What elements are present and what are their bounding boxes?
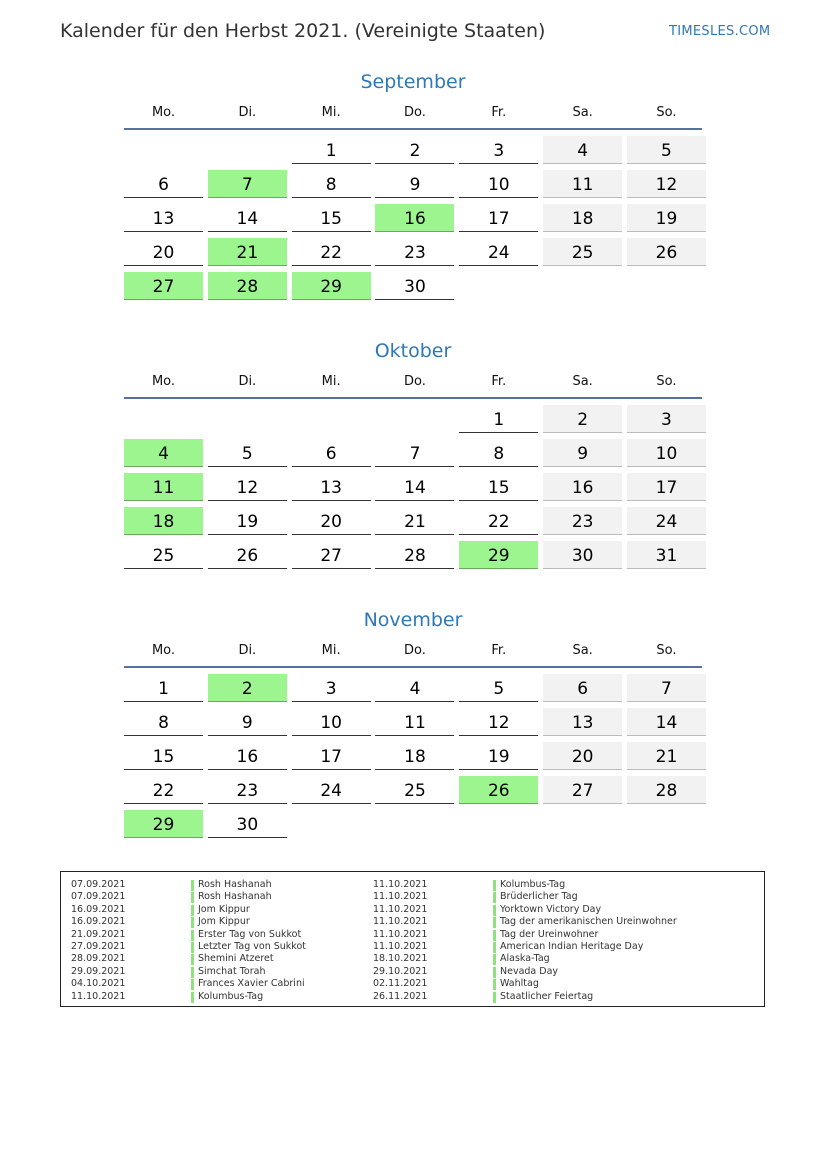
legend-holiday-name: Letzter Tag von Sukkot xyxy=(198,940,307,952)
legend-date: 29.10.2021 xyxy=(373,965,428,977)
legend-marker xyxy=(493,942,496,953)
day-cell: 24 xyxy=(459,238,538,266)
empty-cell xyxy=(208,405,287,433)
legend-holiday-name: Kolumbus-Tag xyxy=(500,879,566,890)
day-cell: 1 xyxy=(459,405,538,433)
legend-marker xyxy=(191,880,194,891)
day-cell: 10 xyxy=(627,439,706,467)
day-cell: 19 xyxy=(208,507,287,535)
legend-date: 11.10.2021 xyxy=(373,916,428,928)
legend-marker xyxy=(191,905,194,916)
day-cell: 19 xyxy=(627,204,706,232)
day-cell: 13 xyxy=(124,204,203,232)
legend-marker xyxy=(493,954,496,965)
legend-marker xyxy=(191,917,194,928)
legend-holiday-name: Rosh Hashanah xyxy=(198,891,272,903)
day-cell-holiday: 2 xyxy=(208,674,287,702)
weekday-label: Mi. xyxy=(321,374,341,389)
legend-marker xyxy=(493,930,496,941)
day-cell: 22 xyxy=(459,507,538,535)
day-cell: 9 xyxy=(375,170,454,198)
legend-date: 11.10.2021 xyxy=(373,879,428,890)
legend-date: 28.09.2021 xyxy=(71,953,126,965)
day-cell: 26 xyxy=(627,238,706,266)
day-cell: 5 xyxy=(459,674,538,702)
legend-date: 04.10.2021 xyxy=(71,978,126,990)
day-cell: 9 xyxy=(543,439,622,467)
day-cell: 6 xyxy=(292,439,371,467)
legend-holiday-name: Jom Kippur xyxy=(198,903,250,915)
legend-date: 26.11.2021 xyxy=(373,990,428,1002)
legend-holiday-name: Frances Xavier Cabrini xyxy=(198,978,305,990)
day-cell: 12 xyxy=(459,708,538,736)
day-cell: 11 xyxy=(375,708,454,736)
day-cell: 15 xyxy=(292,204,371,232)
weekday-label: Di. xyxy=(238,374,257,389)
day-cell: 14 xyxy=(375,473,454,501)
legend-marker xyxy=(191,992,194,1003)
day-cell: 12 xyxy=(208,473,287,501)
day-cell: 1 xyxy=(292,136,371,164)
day-cell: 5 xyxy=(627,136,706,164)
header-divider xyxy=(124,128,702,130)
weekday-label: Mo. xyxy=(151,643,176,658)
legend-date: 02.11.2021 xyxy=(373,978,428,990)
legend-date: 29.09.2021 xyxy=(71,965,126,977)
legend-marker xyxy=(191,967,194,978)
day-cell: 16 xyxy=(543,473,622,501)
weekday-label: So. xyxy=(656,374,677,389)
day-cell: 9 xyxy=(208,708,287,736)
legend-date: 11.10.2021 xyxy=(373,903,428,915)
day-cell-holiday: 28 xyxy=(208,272,287,300)
day-cell: 31 xyxy=(627,541,706,569)
empty-cell xyxy=(375,405,454,433)
weekday-label: Sa. xyxy=(572,643,593,658)
day-cell: 28 xyxy=(627,776,706,804)
day-cell: 1 xyxy=(124,674,203,702)
legend-date: 18.10.2021 xyxy=(373,953,428,965)
legend-holiday-name: Tag der Ureinwohner xyxy=(500,928,599,940)
legend-marker xyxy=(493,979,496,990)
day-cell-holiday: 11 xyxy=(124,473,203,501)
day-cell: 10 xyxy=(459,170,538,198)
weekday-label: Sa. xyxy=(572,105,593,120)
day-cell: 7 xyxy=(627,674,706,702)
day-grid xyxy=(124,136,702,300)
day-cell: 2 xyxy=(375,136,454,164)
weekday-label: Sa. xyxy=(572,374,593,389)
weekday-label: Fr. xyxy=(491,643,507,658)
month-oktober xyxy=(124,337,702,569)
legend-marker xyxy=(493,992,496,1003)
month-title: November xyxy=(363,609,463,631)
day-cell: 25 xyxy=(543,238,622,266)
day-cell: 24 xyxy=(627,507,706,535)
legend-holiday-name: Erster Tag von Sukkot xyxy=(198,928,302,940)
day-cell: 23 xyxy=(543,507,622,535)
legend-holiday-name: Jom Kippur xyxy=(198,916,250,928)
day-cell-holiday: 27 xyxy=(124,272,203,300)
day-cell: 12 xyxy=(627,170,706,198)
legend-holiday-name: Wahltag xyxy=(500,978,539,990)
month-title: Oktober xyxy=(374,340,452,362)
day-cell: 21 xyxy=(627,742,706,770)
weekday-label: Mo. xyxy=(151,374,176,389)
legend-marker xyxy=(493,917,496,928)
day-cell: 6 xyxy=(543,674,622,702)
day-cell-holiday: 16 xyxy=(375,204,454,232)
legend-date: 11.10.2021 xyxy=(373,891,428,903)
weekday-label: So. xyxy=(656,105,677,120)
day-cell: 16 xyxy=(208,742,287,770)
legend-holiday-name: Simchat Torah xyxy=(198,965,266,977)
day-cell: 30 xyxy=(375,272,454,300)
weekday-label: So. xyxy=(656,643,677,658)
day-cell: 25 xyxy=(124,541,203,569)
day-cell: 8 xyxy=(292,170,371,198)
legend-holiday-name: Staatlicher Feiertag xyxy=(500,990,594,1002)
day-cell: 17 xyxy=(292,742,371,770)
weekday-label: Do. xyxy=(404,643,426,658)
legend-holiday-name: Rosh Hashanah xyxy=(198,879,272,890)
legend-date: 11.10.2021 xyxy=(71,990,126,1002)
legend-marker xyxy=(191,954,194,965)
legend-holiday-name: Shemini Atzeret xyxy=(198,953,274,965)
legend-holiday-name: Nevada Day xyxy=(500,965,559,977)
legend-holiday-name: Brüderlicher Tag xyxy=(500,891,578,903)
weekday-header xyxy=(124,104,702,122)
day-cell: 22 xyxy=(124,776,203,804)
day-cell: 13 xyxy=(292,473,371,501)
day-cell: 15 xyxy=(124,742,203,770)
day-cell: 7 xyxy=(375,439,454,467)
weekday-label: Di. xyxy=(238,105,257,120)
day-cell: 28 xyxy=(375,541,454,569)
month-september xyxy=(124,68,702,300)
weekday-label: Mo. xyxy=(151,105,176,120)
legend-date: 16.09.2021 xyxy=(71,916,126,928)
header-divider xyxy=(124,397,702,399)
weekday-label: Mi. xyxy=(321,643,341,658)
day-cell-holiday: 26 xyxy=(459,776,538,804)
weekday-label: Do. xyxy=(404,374,426,389)
day-cell: 20 xyxy=(543,742,622,770)
day-cell: 17 xyxy=(459,204,538,232)
day-cell: 14 xyxy=(208,204,287,232)
day-cell: 3 xyxy=(459,136,538,164)
day-cell: 23 xyxy=(208,776,287,804)
legend-date: 07.09.2021 xyxy=(71,879,126,890)
site-link[interactable]: TIMESLES.COM xyxy=(669,24,771,39)
empty-cell xyxy=(208,136,287,164)
day-cell: 30 xyxy=(208,810,287,838)
legend-holiday-name: Tag der amerikanischen Ureinwohner xyxy=(500,916,677,928)
empty-cell xyxy=(292,405,371,433)
legend-marker xyxy=(493,880,496,891)
day-cell: 23 xyxy=(375,238,454,266)
day-cell: 18 xyxy=(543,204,622,232)
day-cell-holiday: 29 xyxy=(292,272,371,300)
day-cell-holiday: 7 xyxy=(208,170,287,198)
weekday-header xyxy=(124,373,702,391)
day-cell-holiday: 18 xyxy=(124,507,203,535)
legend-holiday-name: Alaska-Tag xyxy=(500,953,550,965)
empty-cell xyxy=(124,405,203,433)
legend-marker xyxy=(191,979,194,990)
day-grid xyxy=(124,405,702,569)
day-cell: 3 xyxy=(627,405,706,433)
empty-cell xyxy=(124,136,203,164)
weekday-label: Di. xyxy=(238,643,257,658)
day-cell: 4 xyxy=(375,674,454,702)
day-cell: 17 xyxy=(627,473,706,501)
day-cell: 4 xyxy=(543,136,622,164)
weekday-label: Mi. xyxy=(321,105,341,120)
day-cell: 5 xyxy=(208,439,287,467)
day-cell: 15 xyxy=(459,473,538,501)
day-cell: 21 xyxy=(375,507,454,535)
day-cell: 8 xyxy=(459,439,538,467)
month-november xyxy=(124,606,702,838)
weekday-header xyxy=(124,642,702,660)
legend-marker xyxy=(191,930,194,941)
weekday-label: Do. xyxy=(404,105,426,120)
day-cell: 27 xyxy=(292,541,371,569)
legend-marker xyxy=(493,892,496,903)
day-cell: 10 xyxy=(292,708,371,736)
day-cell: 20 xyxy=(124,238,203,266)
day-cell-holiday: 21 xyxy=(208,238,287,266)
page-title: Kalender für den Herbst 2021. (Vereinigte Staaten) xyxy=(60,20,546,42)
legend-date: 27.09.2021 xyxy=(71,940,126,952)
day-cell: 24 xyxy=(292,776,371,804)
day-cell: 20 xyxy=(292,507,371,535)
legend-holiday-name: American Indian Heritage Day xyxy=(500,940,644,952)
legend-holiday-name: Yorktown Victory Day xyxy=(500,903,602,915)
legend-date: 21.09.2021 xyxy=(71,928,126,940)
month-title: September xyxy=(360,71,466,93)
day-cell: 14 xyxy=(627,708,706,736)
day-grid xyxy=(124,674,702,838)
legend-marker xyxy=(191,892,194,903)
day-cell: 26 xyxy=(208,541,287,569)
day-cell: 25 xyxy=(375,776,454,804)
day-cell-holiday: 29 xyxy=(124,810,203,838)
legend-marker xyxy=(493,905,496,916)
legend-date: 11.10.2021 xyxy=(373,940,428,952)
legend-date: 11.10.2021 xyxy=(373,928,428,940)
day-cell: 2 xyxy=(543,405,622,433)
day-cell-holiday: 4 xyxy=(124,439,203,467)
day-cell: 13 xyxy=(543,708,622,736)
day-cell: 27 xyxy=(543,776,622,804)
legend-date: 16.09.2021 xyxy=(71,903,126,915)
weekday-label: Fr. xyxy=(491,105,507,120)
day-cell: 18 xyxy=(375,742,454,770)
day-cell: 30 xyxy=(543,541,622,569)
day-cell: 11 xyxy=(543,170,622,198)
legend-holiday-name: Kolumbus-Tag xyxy=(198,990,264,1002)
day-cell: 8 xyxy=(124,708,203,736)
day-cell: 6 xyxy=(124,170,203,198)
legend-marker xyxy=(191,942,194,953)
weekday-label: Fr. xyxy=(491,374,507,389)
day-cell: 3 xyxy=(292,674,371,702)
day-cell-holiday: 29 xyxy=(459,541,538,569)
legend-marker xyxy=(493,967,496,978)
legend-date: 07.09.2021 xyxy=(71,891,126,903)
day-cell: 19 xyxy=(459,742,538,770)
header-divider xyxy=(124,666,702,668)
holiday-legend xyxy=(60,871,765,1007)
day-cell: 22 xyxy=(292,238,371,266)
